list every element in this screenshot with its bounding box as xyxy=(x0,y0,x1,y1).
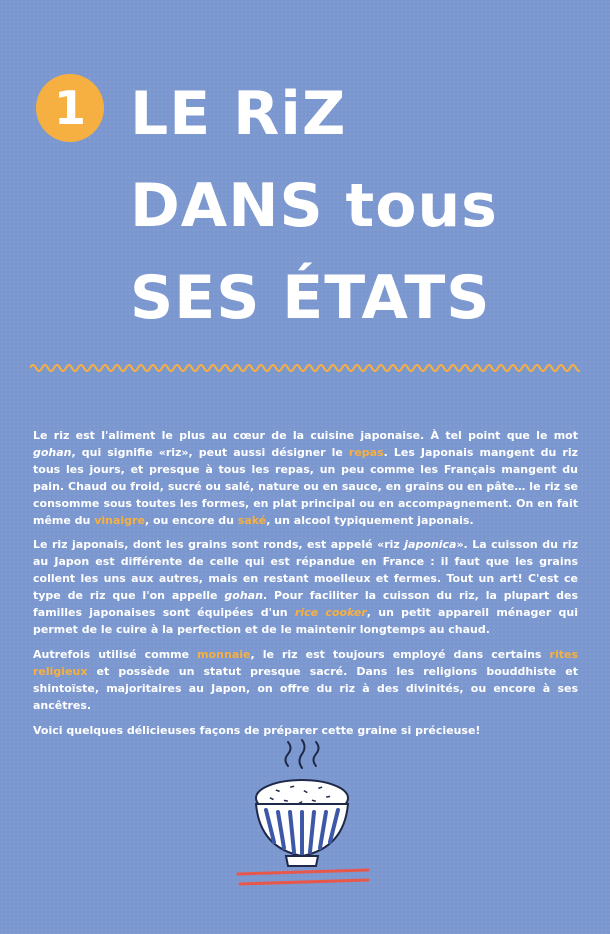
paragraph-3: Autrefois utilisé comme monnaie, le riz est toujours employé dans certains rites religieux et possède un statut presque sacré. Dans les religions bouddhiste et shintoïste, majoritaires au Japon, on offre du riz à des divinités, ou encore à ses ancêtres. xyxy=(33,647,578,712)
rice-bowl-icon xyxy=(256,780,348,866)
paragraph-4: Voici quelques délicieuses façons de préparer cette graine si précieuse! xyxy=(33,723,481,737)
paragraph-1: Le riz est l'aliment le plus au cœur de la cuisine japonaise. À tel point que le mot gohan, qui signifie «riz», peut aussi désigner le repas. Les Japonais mangent du riz tous les jours, et presque à tous les repas, un peu comme les Français mangent du pain. Chaud ou froid, sucré ou salé, nature ou en sauce, en grains ou en pâte… le riz se consomme sous toutes les formes, en plat principal ou en accompagnement. On en fait même du vinaigre, ou encore du saké, un alcool typiquement japonais. xyxy=(33,429,579,527)
chapter-number-badge: 1 xyxy=(36,74,104,142)
highlight-rice-cooker: rice cooker xyxy=(294,606,367,620)
chopsticks-icon xyxy=(238,870,368,884)
paragraph-2: Le riz japonais, dont les grains sont ronds, est appelé «riz japonica». La cuisson du riz au Japon est différente de celle qui est répandue en France : il faut que les grains collent les uns aux autres, mais en restant moelleux et fermes. Tout un art! C'est ce type de riz que l'on appelle gohan. Pour faciliter la cuisson du riz, la plupart des familles japonaises sont équipées d'un rice cooker, un petit appareil ménager qui permet de le cuire à la perfection et de le maintenir longtemps au chaud. xyxy=(33,538,579,636)
steam-icon xyxy=(286,740,319,768)
highlight-vinaigre: vinaigre xyxy=(94,513,145,527)
page-title xyxy=(130,68,590,344)
title-line-3: SES ÉTATS xyxy=(130,263,491,333)
title-line-2: DANS tous xyxy=(130,171,498,241)
rice-bowl-illustration xyxy=(232,738,372,898)
highlight-monnaie: monnaie xyxy=(197,647,251,661)
highlight-rites-religieux: rites religieux xyxy=(33,647,578,678)
title-line-1: LE RiZ xyxy=(130,79,347,149)
highlight-repas: repas xyxy=(348,445,384,459)
body-text xyxy=(33,428,578,747)
wave-divider xyxy=(30,360,580,376)
highlight-sake: saké xyxy=(237,513,267,527)
